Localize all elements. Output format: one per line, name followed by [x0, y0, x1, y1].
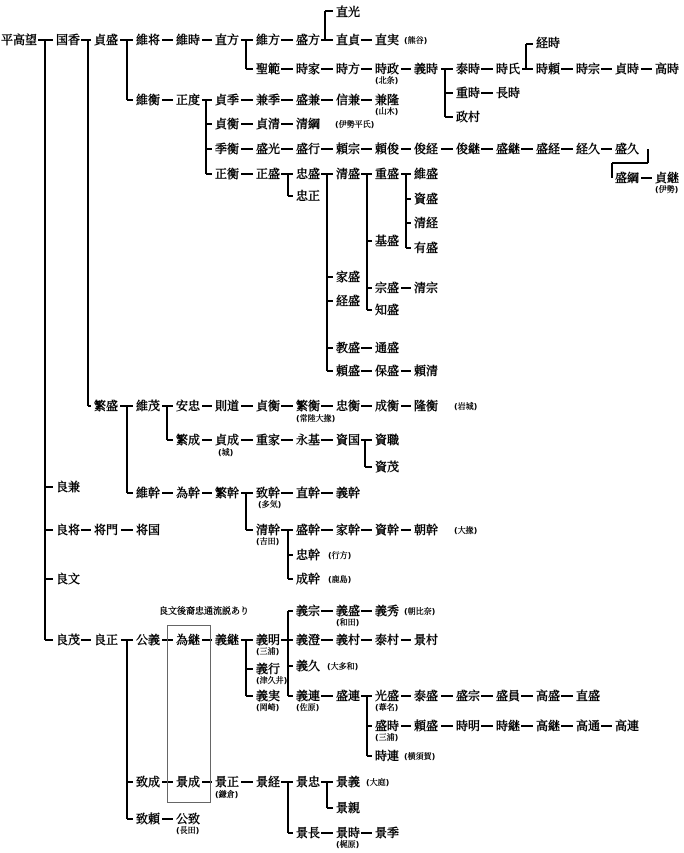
- person-name: 有盛: [414, 241, 439, 255]
- person-name: 公義: [136, 633, 161, 647]
- person-name: 聖範: [256, 62, 281, 76]
- person-name: 盛兼: [296, 93, 321, 107]
- person-name: 義秀: [375, 604, 400, 618]
- person-name: 時明: [456, 719, 481, 733]
- lineage-note: (佐原): [296, 703, 320, 712]
- person-name: 頼清: [414, 364, 439, 378]
- person-name: 景成: [176, 775, 201, 789]
- person-name: 義時: [414, 62, 439, 76]
- person-name: 義実: [256, 689, 281, 703]
- lineage-note: (山木): [375, 107, 399, 116]
- person-name: 経久: [576, 142, 601, 156]
- person-name: 頼盛: [336, 364, 361, 378]
- person-name: 国香: [56, 33, 81, 47]
- person-name: 景季: [375, 826, 400, 840]
- person-name: 光盛: [375, 689, 400, 703]
- person-name: 義久: [296, 659, 321, 673]
- person-name: 盛宗: [456, 689, 481, 703]
- person-name: 盛綱: [615, 171, 640, 185]
- person-name: 繁幹: [215, 486, 240, 500]
- person-name: 致成: [136, 775, 161, 789]
- person-name: 泰時: [456, 62, 481, 76]
- person-name: 清盛: [336, 167, 361, 181]
- person-name: 時氏: [496, 62, 521, 76]
- person-name: 高継: [536, 719, 561, 733]
- person-name: 公致: [176, 812, 201, 826]
- person-name: 永基: [296, 433, 321, 447]
- person-name: 正盛: [256, 167, 281, 181]
- person-name: 泰盛: [414, 689, 439, 703]
- person-name: 経時: [536, 36, 561, 50]
- person-name: 正度: [176, 93, 201, 107]
- person-name: 貞衡: [256, 399, 281, 413]
- person-name: 維将: [136, 33, 161, 47]
- person-name: 直実: [375, 33, 400, 47]
- person-name: 保盛: [375, 364, 400, 378]
- person-name: 義連: [296, 689, 321, 703]
- lineage-note: (岡崎): [256, 703, 280, 712]
- lineage-note: (岩城): [454, 402, 478, 411]
- lineage-note: (横須賀): [404, 752, 436, 761]
- lineage-note: (鹿島): [328, 575, 352, 584]
- person-name: 良将: [56, 523, 81, 537]
- lineage-note: (梶原): [336, 840, 360, 849]
- person-name: 貞季: [215, 93, 240, 107]
- person-name: 貞衡: [215, 117, 240, 131]
- person-name: 良茂: [56, 633, 81, 647]
- person-name: 景長: [296, 826, 321, 840]
- person-name: 宗盛: [375, 281, 400, 295]
- person-name: 直盛: [576, 689, 601, 703]
- person-name: 義継: [215, 633, 240, 647]
- person-name: 義盛: [336, 604, 361, 618]
- person-name: 直光: [336, 5, 361, 19]
- person-name: 時方: [336, 62, 361, 76]
- lineage-note: (大多和): [327, 662, 359, 671]
- person-name: 直貞: [336, 33, 361, 47]
- person-name: 義村: [336, 633, 361, 647]
- person-name: 義行: [256, 662, 281, 676]
- person-name: 季衡: [215, 142, 240, 156]
- lineage-note: (伊勢): [655, 185, 679, 194]
- person-name: 教盛: [336, 341, 361, 355]
- person-name: 重時: [456, 86, 481, 100]
- person-name: 貞清: [256, 117, 281, 131]
- person-name: 景村: [414, 633, 439, 647]
- person-name: 維盛: [414, 167, 439, 181]
- person-name: 資幹: [375, 523, 400, 537]
- person-name: 為幹: [176, 486, 201, 500]
- person-name: 盛経: [536, 142, 561, 156]
- person-name: 俊経: [414, 142, 439, 156]
- lineage-note: (常陸大掾): [296, 414, 336, 423]
- person-name: 高時: [655, 62, 680, 76]
- person-name: 俊継: [456, 142, 481, 156]
- person-name: 盛時: [375, 719, 400, 733]
- person-name: 繁盛: [94, 399, 119, 413]
- person-name: 義澄: [296, 633, 321, 647]
- person-name: 盛方: [296, 33, 321, 47]
- person-name: 頼宗: [336, 142, 361, 156]
- person-name: 維時: [176, 33, 201, 47]
- person-name: 成衡: [375, 399, 400, 413]
- person-name: 成幹: [296, 572, 321, 586]
- lineage-note: (葦名): [375, 703, 399, 712]
- person-name: 頼俊: [375, 142, 400, 156]
- person-name: 清宗: [414, 281, 439, 295]
- person-name: 家幹: [336, 523, 361, 537]
- lineage-note: (行方): [328, 551, 352, 560]
- person-name: 家盛: [336, 270, 361, 284]
- lineage-note: (津久井): [256, 676, 288, 685]
- lineage-note: (伊勢平氏): [335, 120, 375, 129]
- person-name: 貞時: [615, 62, 640, 76]
- person-name: 繁衡: [296, 399, 321, 413]
- person-name: 景時: [336, 826, 361, 840]
- person-name: 直幹: [296, 486, 321, 500]
- lineage-note: (多気): [258, 500, 282, 509]
- person-name: 資職: [375, 433, 400, 447]
- person-name: 忠幹: [296, 548, 321, 562]
- person-name: 景経: [256, 775, 281, 789]
- person-name: 時家: [296, 62, 321, 76]
- lineage-note: (朝比奈): [404, 607, 436, 616]
- person-name: 経盛: [336, 294, 361, 308]
- person-name: 則道: [215, 399, 240, 413]
- person-name: 資国: [336, 433, 361, 447]
- lineage-note: (三浦): [375, 733, 399, 742]
- person-name: 資盛: [414, 192, 439, 206]
- person-name: 景忠: [296, 775, 321, 789]
- person-name: 将門: [94, 523, 119, 537]
- lineage-note: (北条): [375, 76, 399, 85]
- person-name: 維幹: [136, 486, 161, 500]
- lineage-note: (吉田): [256, 537, 280, 546]
- person-name: 致幹: [256, 486, 281, 500]
- person-name: 高盛: [536, 689, 561, 703]
- person-name: 盛光: [256, 142, 281, 156]
- person-name: 正衡: [215, 167, 240, 181]
- person-name: 盛行: [296, 142, 321, 156]
- person-name: 維衡: [136, 93, 161, 107]
- person-name: 泰村: [375, 633, 400, 647]
- person-name: 維茂: [136, 399, 161, 413]
- person-name: 隆衡: [414, 399, 439, 413]
- lineage-note: (鎌倉): [215, 790, 239, 799]
- person-name: 朝幹: [414, 523, 439, 537]
- person-name: 為継: [176, 633, 201, 647]
- person-name: 兼隆: [375, 93, 400, 107]
- person-name: 忠衡: [336, 399, 361, 413]
- person-name: 良文: [56, 572, 81, 586]
- lineage-note: (大庭): [366, 778, 390, 787]
- person-name: 頼盛: [414, 719, 439, 733]
- person-name: 貞継: [655, 171, 680, 185]
- lineage-note: (熊谷): [404, 36, 428, 45]
- lineage-note: (城): [218, 448, 234, 457]
- person-name: 忠盛: [296, 167, 321, 181]
- person-name: 高通: [576, 719, 601, 733]
- person-name: 良兼: [56, 480, 81, 494]
- person-name: 通盛: [375, 341, 400, 355]
- person-name: 盛員: [496, 689, 521, 703]
- lineage-note: (長田): [176, 826, 200, 835]
- person-name: 貞成: [215, 433, 240, 447]
- person-name: 忠正: [296, 189, 321, 203]
- person-name: 清経: [414, 216, 439, 230]
- person-name: 致頼: [136, 812, 161, 826]
- lineage-note: (和田): [336, 618, 360, 627]
- lineage-note: (三浦): [256, 647, 280, 656]
- person-name: 盛継: [496, 142, 521, 156]
- person-name: 時連: [375, 749, 400, 763]
- person-name: 兼季: [256, 93, 281, 107]
- lineage-note: (大掾): [454, 526, 478, 535]
- note-text: 良文後裔忠通流説あり: [159, 607, 250, 617]
- person-name: 景義: [336, 775, 361, 789]
- person-name: 長時: [496, 86, 521, 100]
- person-name: 基盛: [375, 234, 400, 248]
- person-name: 景親: [336, 801, 361, 815]
- person-name: 直方: [215, 33, 240, 47]
- person-name: 清幹: [256, 523, 281, 537]
- person-name: 景正: [215, 775, 240, 789]
- person-name: 清綱: [296, 117, 321, 131]
- person-name: 時宗: [576, 62, 601, 76]
- person-name: 信兼: [336, 93, 361, 107]
- person-name: 平高望: [1, 33, 38, 47]
- person-name: 政村: [456, 110, 481, 124]
- person-name: 維方: [256, 33, 281, 47]
- person-name: 良正: [94, 633, 119, 647]
- person-name: 義幹: [336, 486, 361, 500]
- person-name: 安忠: [176, 399, 201, 413]
- person-name: 時頼: [536, 62, 561, 76]
- person-name: 義宗: [296, 604, 321, 618]
- person-name: 繁成: [176, 433, 201, 447]
- person-name: 重家: [256, 433, 281, 447]
- person-name: 盛久: [615, 142, 640, 156]
- person-name: 貞盛: [94, 33, 119, 47]
- person-name: 盛連: [336, 689, 361, 703]
- person-name: 時政: [375, 62, 400, 76]
- person-name: 時継: [496, 719, 521, 733]
- person-name: 義明: [256, 633, 281, 647]
- person-name: 高連: [615, 719, 640, 733]
- person-name: 将国: [136, 523, 161, 537]
- person-name: 資茂: [375, 460, 400, 474]
- person-name: 盛幹: [296, 523, 321, 537]
- person-name: 重盛: [375, 167, 400, 181]
- person-name: 知盛: [375, 303, 400, 317]
